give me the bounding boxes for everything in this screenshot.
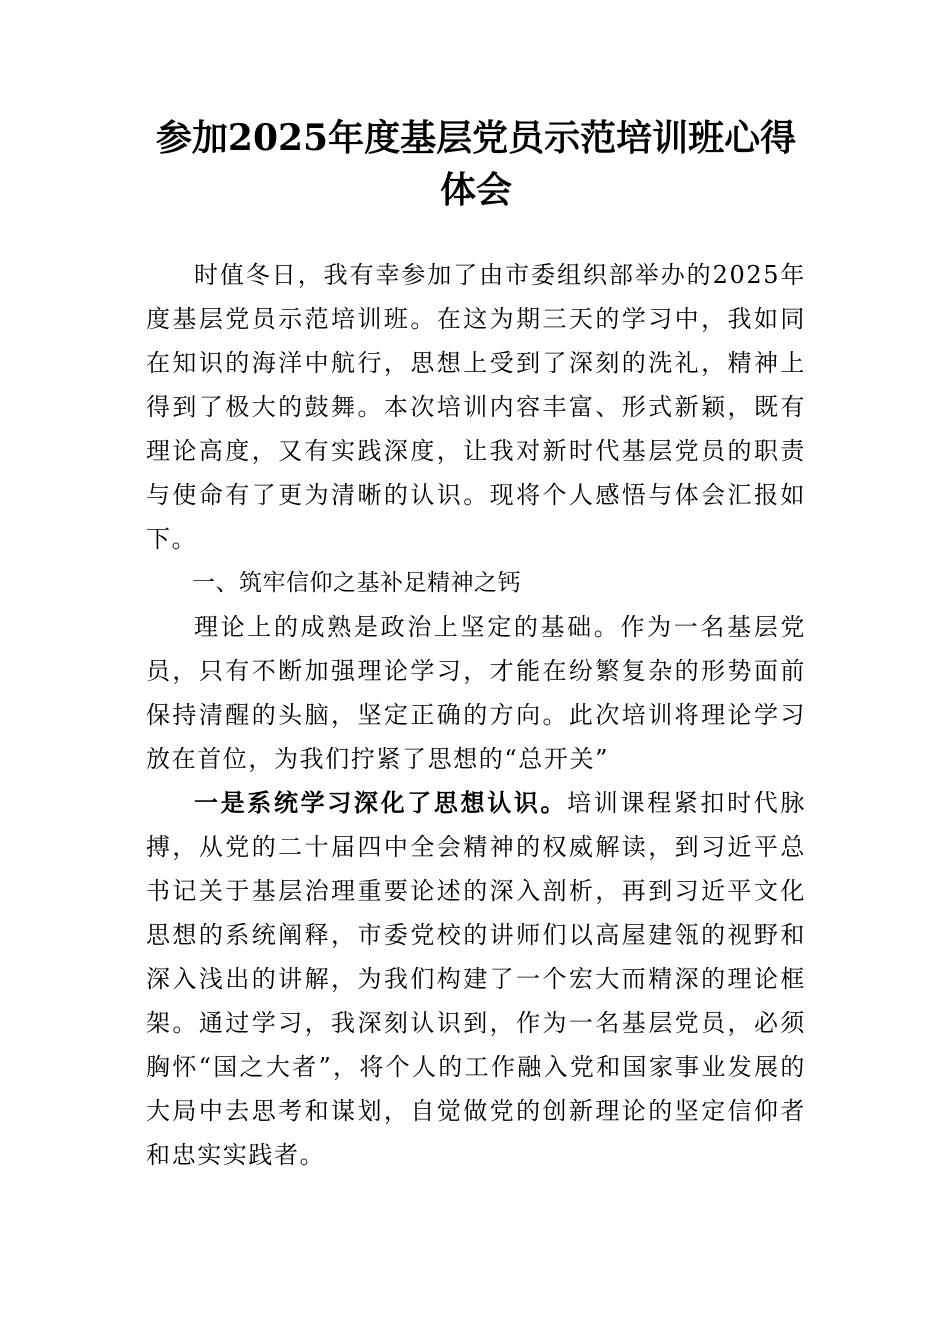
document-body (146, 253, 806, 1177)
document-title: 参加2025年度基层党员示范培训班心得体会 (155, 117, 797, 211)
intro-paragraph: 时值冬日，我有幸参加了由市委组织部举办的2025年度基层党员示范培训班。在这为期三天的学习中，我如同在知识的海洋中航行，思想上受到了深刻的洗礼，精神上得到了极大的鼓舞。本次培训内容丰富、形式新颖，既有理论高度，又有实践深度，让我对新时代基层党员的职责与使命有了更为清晰的认识。现将个人感悟与体会汇报如下。 (146, 261, 806, 553)
point-text: 培训课程紧扣时代脉搏，从党的二十届四中全会精神的权威解读，到习近平总书记关于基层治理重要论述的深入剖析，再到习近平文化思想的系统阐释，市委党校的讲师们以高屋建瓴的视野和深入浅出的讲解，为我们构建了一个宏大而精深的理论框架。通过学习，我深刻认识到，作为一名基层党员，必须胸怀“国之大者”，将个人的工作融入党和国家事业发展的大局中去思考和谋划，自觉做党的创新理论的坚定信仰者和忠实实践者。 (146, 789, 806, 1169)
section-heading: 一、筑牢信仰之基补足精神之钙 (192, 570, 521, 596)
point-lead: 一是系统学习深化了思想认识。 (194, 788, 568, 817)
point-paragraph (146, 781, 806, 1177)
section-paragraph: 理论上的成熟是政治上坚定的基础。作为一名基层党员，只有不断加强理论学习，才能在纷繁复杂的形势面前保持清醒的头脑，坚定正确的方向。此次培训将理论学习放在首位，为我们拧紧了思想的“总开关” (146, 613, 806, 773)
